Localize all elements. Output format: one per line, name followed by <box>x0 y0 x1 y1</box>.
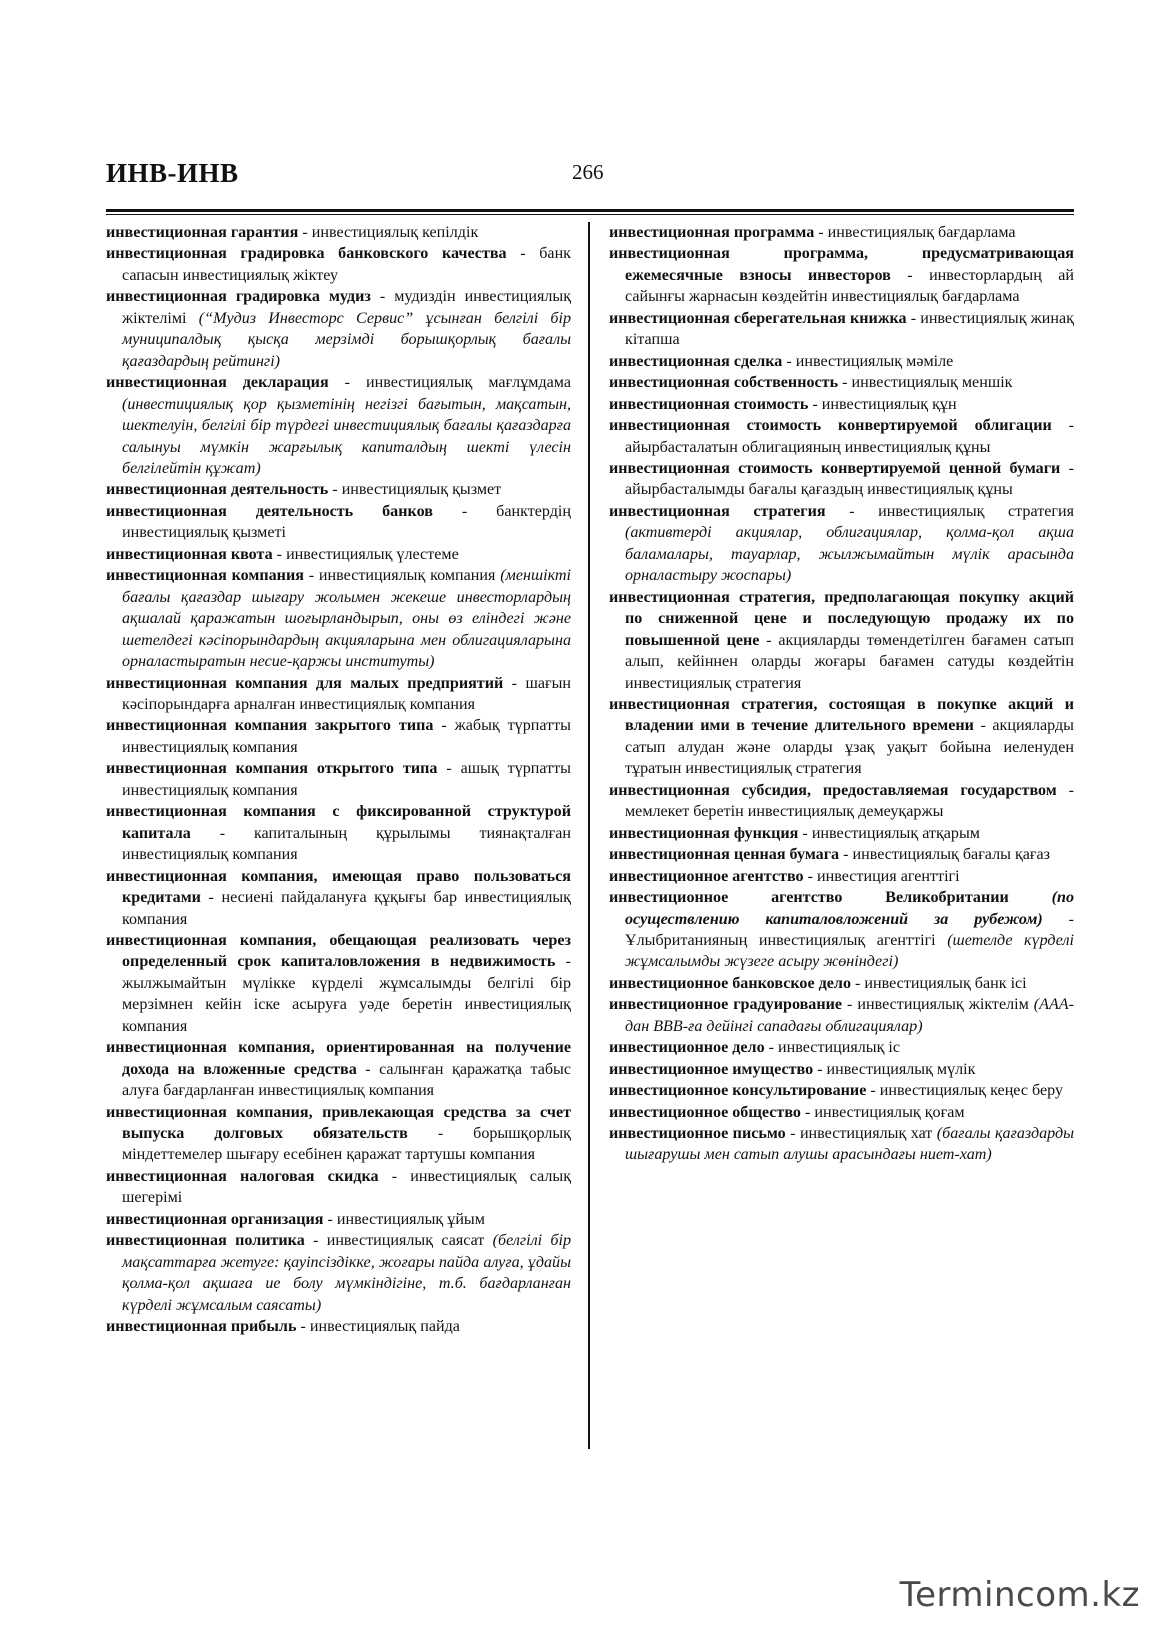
entry-definition: инвестициялық атқарым <box>811 824 980 842</box>
entry-separator: - <box>800 1103 815 1121</box>
dictionary-entry <box>609 866 1074 887</box>
entry-separator: - <box>272 545 287 563</box>
entry-separator: - <box>506 245 540 263</box>
entry-separator: - <box>432 502 497 520</box>
entry-separator: - <box>808 395 822 413</box>
entry-term: инвестиционная декларация <box>106 374 329 392</box>
dictionary-entry <box>106 758 571 801</box>
running-head: ИНВ-ИНВ <box>106 158 239 188</box>
dictionary-entry <box>106 1230 571 1316</box>
entry-separator: - <box>798 824 812 842</box>
dictionary-entry <box>106 372 571 479</box>
entry-definition: ашық түрпатты инвестициялық компания <box>122 760 572 799</box>
entry-definition: инвестициялық қызмет <box>341 481 502 499</box>
dictionary-entry <box>609 1102 1074 1123</box>
entry-term: инвестиционная гарантия <box>106 224 299 241</box>
entry-term: инвестиционное имущество <box>609 1060 814 1078</box>
entry-definition: инвестиция агенттігі <box>817 867 960 885</box>
entry-separator: - <box>356 1060 380 1078</box>
entry-definition: мемлекет беретін инвестициялық демеуқаржы <box>625 803 944 821</box>
entry-term: инвестиционная компания с фиксированной структурой капитала <box>106 803 571 842</box>
entry-term: инвестиционная организация <box>106 1210 324 1228</box>
entry-term: инвестиционная программа <box>609 224 815 241</box>
entry-definition: инвестициялық мағлұмдама <box>366 374 571 392</box>
entry-separator: - <box>328 481 342 499</box>
entry-separator: - <box>555 953 572 971</box>
entry-separator: - <box>437 760 461 778</box>
entry-separator: - <box>370 288 395 306</box>
entry-note: (“Мудиз Инвесторс Сервис” ұсынған белгілі бір муниципалдық қысқа мерзімді борышқорлық бағалы қағаздардың рейтингі) <box>122 309 572 370</box>
dictionary-entry <box>106 866 571 930</box>
entry-definition: борышқорлық міндеттемелер шығару есебінен қаражат тартушы компания <box>122 1125 571 1164</box>
page-number: 266 <box>572 160 604 184</box>
dictionary-entry <box>106 801 571 865</box>
entry-separator: - <box>1042 910 1074 928</box>
dictionary-entry <box>106 565 571 672</box>
entry-separator: - <box>838 374 852 392</box>
entry-separator: - <box>323 1210 337 1228</box>
dictionary-entry <box>609 887 1074 973</box>
entry-term: инвестиционное письмо <box>609 1125 786 1143</box>
entry-definition: банктердің инвестициялық қызметі <box>122 502 571 542</box>
entry-definition: инвестициялық мәміле <box>795 352 954 370</box>
entry-separator: - <box>1056 781 1074 799</box>
entry-term: инвестиционная компания, имеющая право пользоваться кредитами <box>106 867 571 907</box>
entry-separator: - <box>304 1232 327 1250</box>
dictionary-entry <box>609 1059 1074 1080</box>
dictionary-entry <box>609 780 1074 823</box>
entry-separator: - <box>785 1125 800 1143</box>
dictionary-entry <box>106 286 571 372</box>
dictionary-entry <box>106 930 571 1037</box>
entry-term: инвестиционная стоимость <box>609 395 809 413</box>
entry-term: инвестиционное дело <box>609 1039 765 1057</box>
entry-term: инвестиционное градуирование <box>609 996 843 1014</box>
dictionary-entry <box>106 479 571 500</box>
entry-term: инвестиционная деятельность банков <box>106 502 433 520</box>
entry-term: инвестиционная квота <box>106 545 273 563</box>
entry-term: инвестиционная сделка <box>609 352 783 370</box>
entry-term: инвестиционная градировка мудиз <box>106 288 371 306</box>
dictionary-entry <box>609 694 1074 780</box>
dictionary-entry <box>106 673 571 716</box>
entry-separator: - <box>906 309 921 327</box>
entry-term: инвестиционное консультирование <box>609 1082 867 1100</box>
entry-term: инвестиционная градировка банковского качества <box>106 245 507 263</box>
entry-definition: акцияларды төмендетілген бағамен сатып алып, кейіннен оларды жоғары бағамен сатуды көздейтін инвестициялық стратегия <box>625 631 1075 692</box>
entry-definition: инвестициялық стратегия <box>878 502 1074 520</box>
entry-definition: инвестициялық компания <box>318 567 501 585</box>
entry-note: (инвестициялық қор қызметінің негізгі бағытын, мақсатын, шектелуін, белгілі бір түрдегі инвестициялық бағалы қағаздарға салынуы мүмкін жарғылық капиталдың шекті үлесін белгілейтін құжат) <box>122 395 571 477</box>
dictionary-entry <box>106 243 571 286</box>
entry-definition: айырбасталымды бағалы қағаздың инвестициялық құны <box>625 481 1013 499</box>
entry-separator: - <box>1060 459 1074 477</box>
dictionary-entry <box>106 1037 571 1101</box>
entry-separator: - <box>866 1082 880 1100</box>
entry-definition: инвестициялық меншік <box>851 374 1013 392</box>
dictionary-entry <box>609 587 1074 694</box>
dictionary-entry <box>609 994 1074 1037</box>
entry-definition: инвестициялық ұйым <box>336 1210 485 1228</box>
entry-definition: мудиздін инвестициялық жіктелімі <box>122 288 572 327</box>
entry-definition: акцияларды сатып алудан және оларды ұзақ уақыт бойына иеленуден тұратын инвестициялық стратегия <box>625 717 1074 778</box>
dictionary-entry <box>609 243 1074 307</box>
entry-definition: Ұлыбританияның инвестициялық агенттігі <box>625 931 948 949</box>
entry-term: инвестиционная сберегательная книжка <box>609 309 907 327</box>
entry-definition: шағын кәсіпорындарға арналған инвестициялық компания <box>122 674 571 713</box>
entry-separator: - <box>825 502 879 520</box>
entry-definition: инвестициялық кепілдік <box>311 224 479 241</box>
dictionary-entry <box>106 222 571 243</box>
entry-definition: инвестициялық бағалы қағаз <box>852 846 1051 864</box>
entry-separator: - <box>782 352 796 370</box>
entry-definition: инвестициялық бағдарлама <box>827 224 1016 241</box>
dictionary-entry <box>609 823 1074 844</box>
entry-separator: - <box>803 867 817 885</box>
entry-term: инвестиционная компания, привлекающая средства за счет выпуска долговых обязательств <box>106 1103 571 1143</box>
entry-definition: инвестициялық салық шегерімі <box>122 1167 572 1207</box>
entry-term: инвестиционная стоимость конвертируемой облигации <box>609 417 1052 435</box>
dictionary-entry <box>609 372 1074 393</box>
entry-separator: - <box>842 996 858 1014</box>
dictionary-entry <box>106 1209 571 1230</box>
entry-term: инвестиционная налоговая скидка <box>106 1167 379 1185</box>
entry-term: инвестиционная компания закрытого типа <box>106 717 434 735</box>
entry-term: инвестиционная программа, предусматривающая ежемесячные взносы инвесторов <box>609 245 1074 284</box>
entry-note: (активтерді акциялар, облигациялар, қолма-қол ақша баламалары, тауарлар, жылжымайтын мүлік арасында орналастыру жоспары) <box>625 524 1074 585</box>
entry-term: инвестиционное агентство Великобритании <box>609 889 1009 907</box>
header-rule-thin <box>106 214 1074 215</box>
entry-separator: - <box>814 224 828 241</box>
entry-separator: - <box>378 1167 411 1185</box>
entry-definition: инвестициялық қоғам <box>814 1103 965 1121</box>
entry-definition: инвесторлардың ай сайынғы жарнасын көздейтін инвестициялық бағдарлама <box>625 266 1075 306</box>
entry-separator: - <box>759 631 779 649</box>
entry-term: инвестиционная компания, ориентированная на получение дохода на вложенные средства <box>106 1039 571 1078</box>
entry-term: инвестиционная политика <box>106 1232 305 1250</box>
entry-term: инвестиционная компания открытого типа <box>106 760 438 778</box>
dictionary-entry <box>609 1037 1074 1058</box>
dictionary-entry <box>609 415 1074 458</box>
dictionary-entry <box>609 501 1074 587</box>
entry-definition: айырбасталатын облигацияның инвестициялық құны <box>625 438 991 456</box>
entry-separator: - <box>328 374 367 392</box>
entry-term: инвестиционная субсидия, предоставляемая государством <box>609 781 1057 799</box>
entry-note: (ААА-дан ВВВ-ға дейінгі сападағы облигациялар) <box>625 996 1074 1035</box>
entry-separator: - <box>851 974 865 992</box>
entry-definition: несиені пайдалануға құқығы бар инвестициялық компания <box>122 889 571 928</box>
entry-term: инвестиционная компания <box>106 567 304 585</box>
entry-term: инвестиционная компания, обещающая реализовать через определенный срок капиталовложения в недвижимость <box>106 931 571 971</box>
dictionary-entry <box>609 973 1074 994</box>
entry-note: (меншікті бағалы қағаздар шығару жолымен жекеше инвесторлардың ақшалай қаражатын шоғырландырып, оны өз еліндегі және шетелдегі кәсіпорындардың акцияларына мен облигацияларына орналастыратын несие-қаржы институты) <box>122 567 571 671</box>
entry-definition: инвестициялық пайда <box>309 1318 460 1336</box>
entry-definition: инвестициялық жіктелім <box>857 996 1034 1014</box>
dictionary-entry <box>609 222 1074 243</box>
entry-separator: - <box>296 1318 310 1336</box>
entry-separator: - <box>190 824 254 842</box>
entry-separator: - <box>764 1039 779 1057</box>
entry-term: инвестиционная деятельность <box>106 481 329 499</box>
entry-note: (белгілі бір мақсаттарға жетуге: қауіпсіздікке, жоғары пайда алуға, ұдайы қолма-қол ақшаға ие болу мүмкіндігіне, т.б. бағдарланған күрделі жұмсалым саясаты) <box>122 1232 571 1314</box>
dictionary-entry <box>609 308 1074 351</box>
dictionary-entry <box>609 1123 1074 1166</box>
entry-definition: инвестициялық құн <box>821 395 957 413</box>
entry-separator: - <box>813 1060 827 1078</box>
watermark-logo: Termincom.kz <box>899 1575 1140 1615</box>
dictionary-entry <box>609 394 1074 415</box>
dictionary-entry <box>106 1166 571 1209</box>
dictionary-entry <box>609 458 1074 501</box>
dictionary-entry <box>609 1080 1074 1101</box>
entry-term: инвестиционная ценная бумага <box>609 846 840 864</box>
entry-term: инвестиционная компания для малых предприятий <box>106 674 504 692</box>
entry-definition: салынған қаражатқа табыс алуға бағдарланған инвестициялық компания <box>122 1060 572 1100</box>
dictionary-entry <box>106 1102 571 1166</box>
entry-definition: инвестициялық мүлік <box>826 1060 976 1078</box>
entry-separator: - <box>503 674 526 692</box>
entry-definition: инвестициялық хат <box>799 1125 937 1143</box>
entry-definition: инвестициялық банк ісі <box>864 974 1027 992</box>
entry-term: инвестиционное общество <box>609 1103 801 1121</box>
entry-separator: - <box>1051 417 1074 435</box>
entry-term: инвестиционная прибыль <box>106 1318 297 1336</box>
left-column <box>106 222 571 1338</box>
entry-definition: инвестициялық үлестеме <box>286 545 459 563</box>
entry-definition: инвестициялық іс <box>778 1039 901 1057</box>
entry-separator: - <box>298 224 312 241</box>
dictionary-entry <box>106 715 571 758</box>
entry-separator: - <box>407 1125 474 1143</box>
entry-definition: жабық түрпатты инвестициялық компания <box>122 717 571 756</box>
entry-term: инвестиционная собственность <box>609 374 839 392</box>
entry-term: инвестиционная стратегия, предполагающая покупку акций по сниженной цене и последующую продажу их по повышенной цене <box>609 588 1074 649</box>
entry-definition: капиталының құрылымы тиянақталған инвестициялық компания <box>122 824 571 864</box>
entry-term: инвестиционная функция <box>609 824 799 842</box>
column-divider <box>588 222 590 1449</box>
entry-separator: - <box>433 717 455 735</box>
entry-definition: жылжымайтын мүлікке күрделі жұмсалымды белгілі бір мерзімнен кейін іске асыруға уәде беретін инвестициялық компания <box>122 974 571 1035</box>
dictionary-entry <box>106 501 571 544</box>
entry-definition: банк сапасын инвестициялық жіктеу <box>122 245 571 284</box>
dictionary-entry <box>106 544 571 565</box>
right-column <box>609 222 1074 1166</box>
entry-term: инвестиционная стоимость конвертируемой ценной бумаги <box>609 459 1061 477</box>
entry-note: (шетелде күрделі жұмсалымды жүзеге асыру жөніндегі) <box>625 931 1074 971</box>
entry-term: инвестиционное банковское дело <box>609 974 851 992</box>
dictionary-entry <box>609 844 1074 865</box>
entry-definition: инвестициялық жинақ кітапша <box>625 309 1074 349</box>
entry-definition: инвестициялық саясат <box>326 1232 493 1250</box>
header-rule-thick <box>106 209 1074 212</box>
entry-separator: - <box>890 266 930 284</box>
entry-separator: - <box>973 717 993 735</box>
entry-note: (бағалы қағаздарды шығарушы мен сатып алушы арасындағы ниет-хат) <box>625 1125 1075 1164</box>
entry-separator: - <box>200 889 222 907</box>
entry-term: инвестиционное агентство <box>609 867 804 885</box>
entry-definition: инвестициялық кеңес беру <box>879 1082 1064 1100</box>
entry-term: инвестиционная стратегия <box>609 502 826 520</box>
entry-separator: - <box>303 567 319 585</box>
entry-term: инвестиционная стратегия, состоящая в покупке акций и владении ими в течение длительного времени <box>609 695 1074 735</box>
dictionary-entry <box>609 351 1074 372</box>
entry-term-note: (по осуществлению капиталовложений за рубежом) <box>625 889 1074 928</box>
dictionary-entry <box>106 1316 571 1337</box>
entry-separator: - <box>839 846 853 864</box>
